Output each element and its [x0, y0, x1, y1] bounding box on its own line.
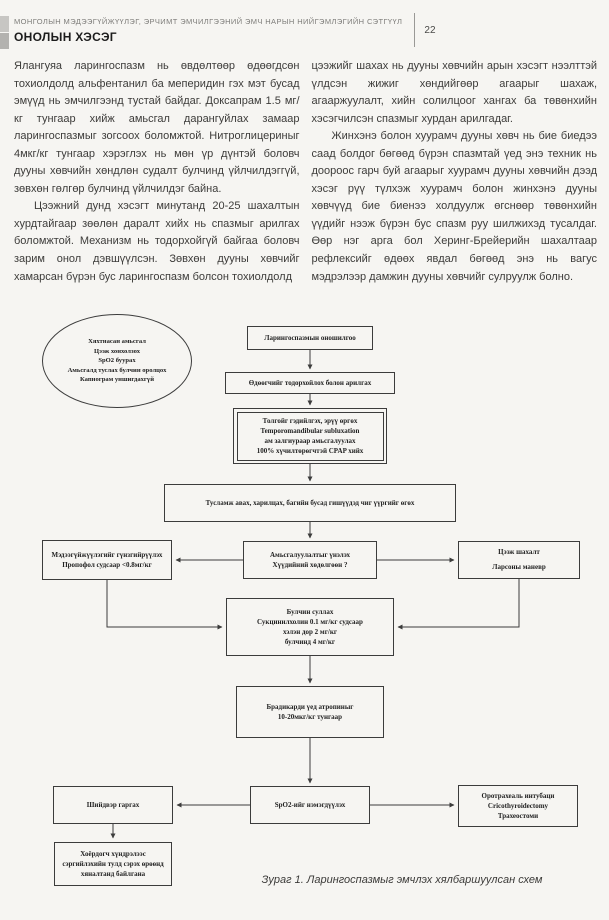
header-divider: [414, 13, 415, 47]
body-paragraph: цээжийг шахах нь дууны хөвчийн арын хэсэгт нээлттэй үлдсэн жижиг хөндийгөөр агаарыг шахаж, агааржуулалт, хийн солилцоог хангах ба төвөнхийн хэсэгчилсэн спазмыг хурдан арилгадаг.: [311, 60, 597, 125]
body-paragraph: Ялангуяа ларингоспазм нь өвдөлтөөр өдөөгдсөн тохиолдолд альфентанил ба меперидин гэх мэт бусад эмүүд нь эмчилгээнд тустай байдаг. Доксапрам 1.5 мг/кг тунгаар хийж амьсгал дарангуйлах замаар ларингоспазмыг зогсоох боломжтой. Нитроглицериныг 4мкг/кг тунгаар хэрэглэх нь мөн үр дүнтэй боловч дууны хөвчийн хөндлөн судалт булчинд үйлчилдэггүй, зөвхөн гөлгөр булчинд үйлчилдэг байна.: [14, 60, 300, 195]
assess-ventilation-box: [243, 541, 377, 579]
airway-maneuvers-box: [233, 408, 387, 464]
double-border-frame: [237, 412, 384, 461]
recovery-room-box: [54, 842, 172, 886]
body-paragraph: Цээжний дунд хэсэгт минутанд 20-25 шахалтын хурдтайгаар зөөлөн даралт хийх нь спазмыг арилгах боломжтой. Механизм нь тодорхойгүй байгаа боловч зарим онол дэвшүүлсэн. Зөвхөн дууны хөвчийг хамарсан бүрэн бус ларингоспазм болсон тохиолдолд: [14, 200, 300, 283]
box-label: сэргийлэхийн тулд сэрэх өрөөнд: [62, 860, 164, 868]
left-column: [14, 58, 300, 286]
box-label: SpO2-ийг нэмэгдүүлэх: [274, 801, 346, 809]
box-label: Тусламж авах, харилцах, багийн бусад гишүүдэд чиг үүргийг өгөх: [205, 499, 415, 507]
bradycardia-atropine-box: [236, 686, 384, 738]
box-label: Cricothyroidectomy: [487, 802, 549, 810]
section-title: ОНОЛЫН ХЭСЭГ: [14, 29, 117, 44]
symptom-line: SpO2 буурах: [98, 357, 136, 365]
figure-caption: Зураг 1. Ларингоспазмыг эмчлэх хялбаршуулсан схем: [261, 874, 543, 886]
increase-spo2-box: [250, 786, 370, 824]
box-label: Өдөөгчийг тодорхойлох болон арилгах: [248, 379, 372, 387]
box-label: Оротрахеаль интубаци: [481, 792, 555, 800]
box-label: Мэдээгүйжүүлэгийг гүнзгийрүүлэх: [51, 551, 163, 559]
symptom-line: Амьсгалд туслах булчин оролцох: [67, 366, 167, 374]
header-accent-mark: [0, 16, 9, 50]
deepen-anesthesia-box: [42, 540, 172, 580]
symptom-line: Цээж хонхолзох: [93, 347, 141, 355]
box-label: Хоёрдогч хүндрэлээс: [80, 850, 146, 858]
header-accent-block-icon: [0, 33, 9, 49]
call-for-help-box: [164, 484, 456, 522]
box-label: Шийдвэр гаргах: [86, 801, 140, 809]
chest-compression-box: [458, 541, 580, 579]
box-label: Ларингоспазмын оношилгоо: [264, 334, 356, 342]
box-label: хяналтанд байлгана: [80, 870, 146, 878]
symptom-line: Капнограм уншигдахгүй: [79, 376, 155, 384]
box-label: Толгойг гэдийлгэх, эрүү өргөх: [262, 417, 358, 425]
box-label: ам залгиураар амьсгалуулах: [264, 437, 356, 445]
page-number: 22: [424, 24, 436, 36]
box-label: Хүүдийний хөдөлгөөн ?: [272, 561, 348, 569]
symptom-line: Хяхтнасан амьсгал: [88, 338, 146, 346]
trigger-box: [225, 372, 395, 394]
diagnosis-box: [247, 326, 373, 350]
body-paragraph: Жинхэнэ болон хуурамч дууны хөвч нь бие биедээ саад болдог бөгөөд бүрэн спазмтай үед энэ техник нь доороос гарч буй агаарыг хуурамч дууны хөвчийн дээд хэсэг рүү түлхэж хуурамч болон жинхэнэ дууны хөвчүүд бие биенээ холдуулж өгснөөр төвөнхийн үүдийг нээж бүрэн бус спазм руу шилжихэд тусалдаг. Өөр нэг арга бол Херинг-Брейерийн шахалтаар рефлексийг өдөөх явдал бөгөөд энэ нь вагус мэдрэлээр дамжин дууны хөвчийг сулруулж болно.: [311, 130, 597, 283]
article-body: [14, 58, 597, 286]
box-label: Ларсоны маневр: [492, 563, 546, 571]
box-label: Брадикарди үед атропиныг: [266, 703, 354, 711]
box-label: 10-20мкг/кг тунгаар: [277, 713, 343, 721]
box-label: Амьсгалуулалтыг үнэлэх: [270, 551, 350, 559]
box-label: хэлэн дор 2 мг/кг: [282, 628, 338, 636]
box-label: Булчин суллах: [286, 608, 334, 616]
muscle-relaxant-box: [226, 598, 394, 656]
header-accent-block-icon: [0, 16, 9, 32]
decision-box: [53, 786, 173, 824]
intubation-box: [458, 785, 578, 827]
right-column: [312, 58, 598, 286]
box-label: Трахеостоми: [497, 812, 539, 820]
box-label: Цээж шахалт: [498, 548, 540, 556]
header-text: [14, 17, 402, 44]
journal-title: МОНГОЛЫН МЭДЭЭГҮЙЖҮҮЛЭГ, ЭРЧИМТ ЭМЧИЛГЭЭНИЙ ЭМЧ НАРЫН НИЙГЭМЛЭГИЙН СЭТГҮҮЛ: [14, 16, 403, 26]
arrow-deepen-to-relaxant: [107, 580, 222, 627]
box-label: Сукцинилхолин 0.1 мг/кг судсаар: [257, 618, 363, 626]
page-header: [14, 13, 436, 47]
symptoms-ellipse: [42, 314, 192, 408]
box-label: 100% хүчилтөрөгчтэй CPAP хийх: [256, 447, 364, 455]
arrow-chest-to-relaxant: [398, 579, 519, 627]
box-label: Пропофол судсаар <0.8мг/кг: [62, 561, 152, 569]
box-label: булчинд 4 мг/кг: [284, 638, 336, 646]
box-label: Temporomandibular subluxation: [260, 427, 360, 435]
